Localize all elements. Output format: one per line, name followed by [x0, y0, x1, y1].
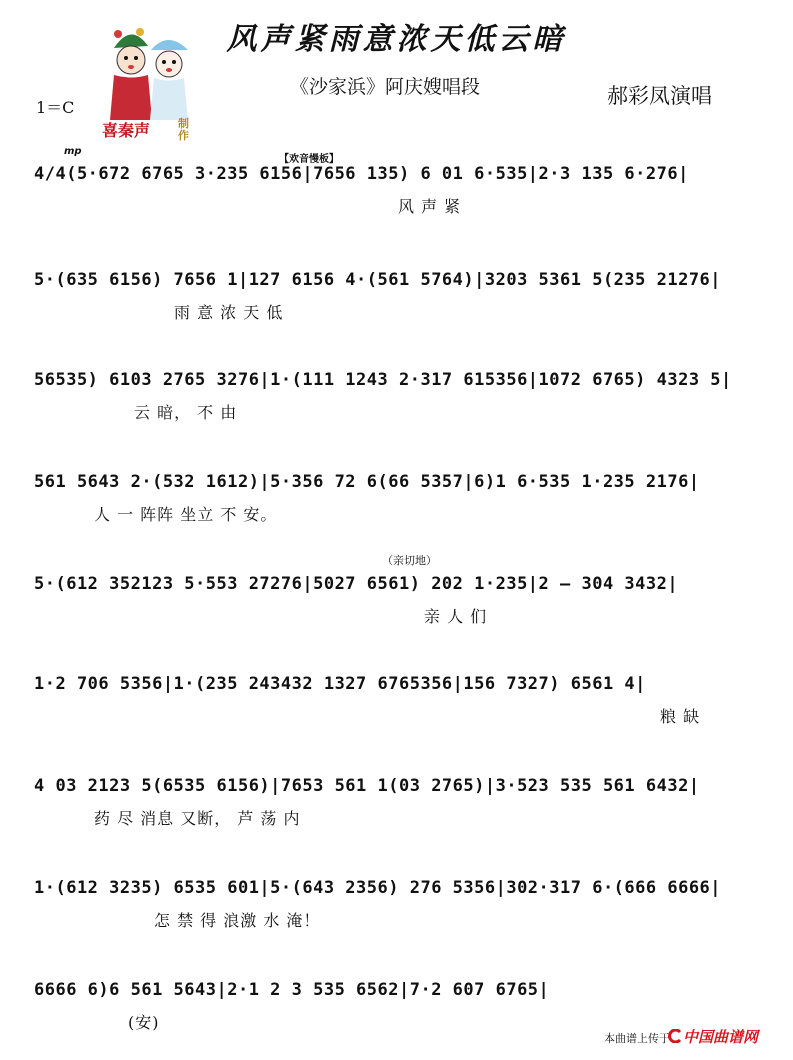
notation-line: 561 5643 2·(532 1612)|5·356 72 6(66 5357|6)1 6·535 1·235 2176| — [34, 472, 700, 492]
staff-row-3 — [34, 370, 734, 430]
lyric-line: (安) — [128, 1013, 160, 1032]
subtitle: 《沙家浜》阿庆嫂唱段 — [290, 76, 481, 98]
singer-credit: 郝彩凤演唱 — [607, 84, 712, 108]
tempo-marking: 【欢音慢板】 — [279, 154, 339, 165]
lyric-line: 风 声 紧 — [398, 197, 462, 216]
lyric-line: 雨 意 浓 天 低 — [174, 303, 284, 322]
notation-line: 56535) 6103 2765 3276|1·(111 1243 2·317 615356|1072 6765) 4323 5| — [34, 370, 732, 390]
site-logo-icon — [668, 1029, 682, 1043]
staff-row-2 — [34, 270, 734, 330]
staff-row-6 — [34, 674, 734, 734]
logo-label: 喜秦声 — [102, 121, 151, 140]
staff-row-7 — [34, 776, 734, 836]
staff-row-1 — [34, 164, 734, 224]
lyric-line: 云 暗， 不 由 — [134, 403, 238, 422]
notation-line: 5·(635 6156) 7656 1|127 6156 4·(561 5764)|3203 5361 5(235 21276| — [34, 270, 722, 290]
expression-annotation: （亲切地） — [382, 554, 437, 567]
notation-line: 4 03 2123 5(6535 6156)|7653 561 1(03 2765)|3·523 535 561 6432| — [34, 776, 700, 796]
dynamic-marking: mp — [64, 146, 82, 157]
site-name: 中国曲谱网 — [683, 1028, 759, 1046]
page-title: 风声紧雨意浓天低云暗 — [226, 22, 567, 57]
notation-line: 1·2 706 5356|1·(235 243432 1327 6765356|156 7327) 6561 4| — [34, 674, 646, 694]
staff-row-8 — [34, 878, 734, 938]
staff-row-5 — [34, 574, 734, 634]
notation-line: 5·(612 352123 5·553 27276|5027 6561) 202 1·235|2 — 304 3432| — [34, 574, 679, 594]
lyric-line: 亲 人 们 — [424, 607, 488, 626]
lyric-line: 药 尽 消息 又断， 芦 荡 内 — [94, 809, 301, 828]
lyric-line: 粮 缺 — [660, 707, 701, 726]
logo-made-label: 制作 — [178, 117, 189, 142]
notation-line: 4/4(5·672 6765 3·235 6156|7656 135) 6 01 6·535|2·3 135 6·276| — [34, 164, 689, 184]
key-signature: 1＝C — [36, 98, 75, 117]
lyric-line: 人 一 阵阵 坐立 不 安。 — [94, 505, 278, 524]
upload-note: 本曲谱上传于 — [604, 1032, 670, 1045]
lyric-line: 怎 禁 得 浪激 水 淹！ — [154, 911, 321, 930]
notation-line: 1·(612 3235) 6535 601|5·(643 2356) 276 5356|302·317 6·(666 6666| — [34, 878, 722, 898]
staff-row-4 — [34, 472, 734, 532]
notation-line: 6666 6)6 561 5643|2·1 2 3 535 6562|7·2 607 6765| — [34, 980, 550, 1000]
